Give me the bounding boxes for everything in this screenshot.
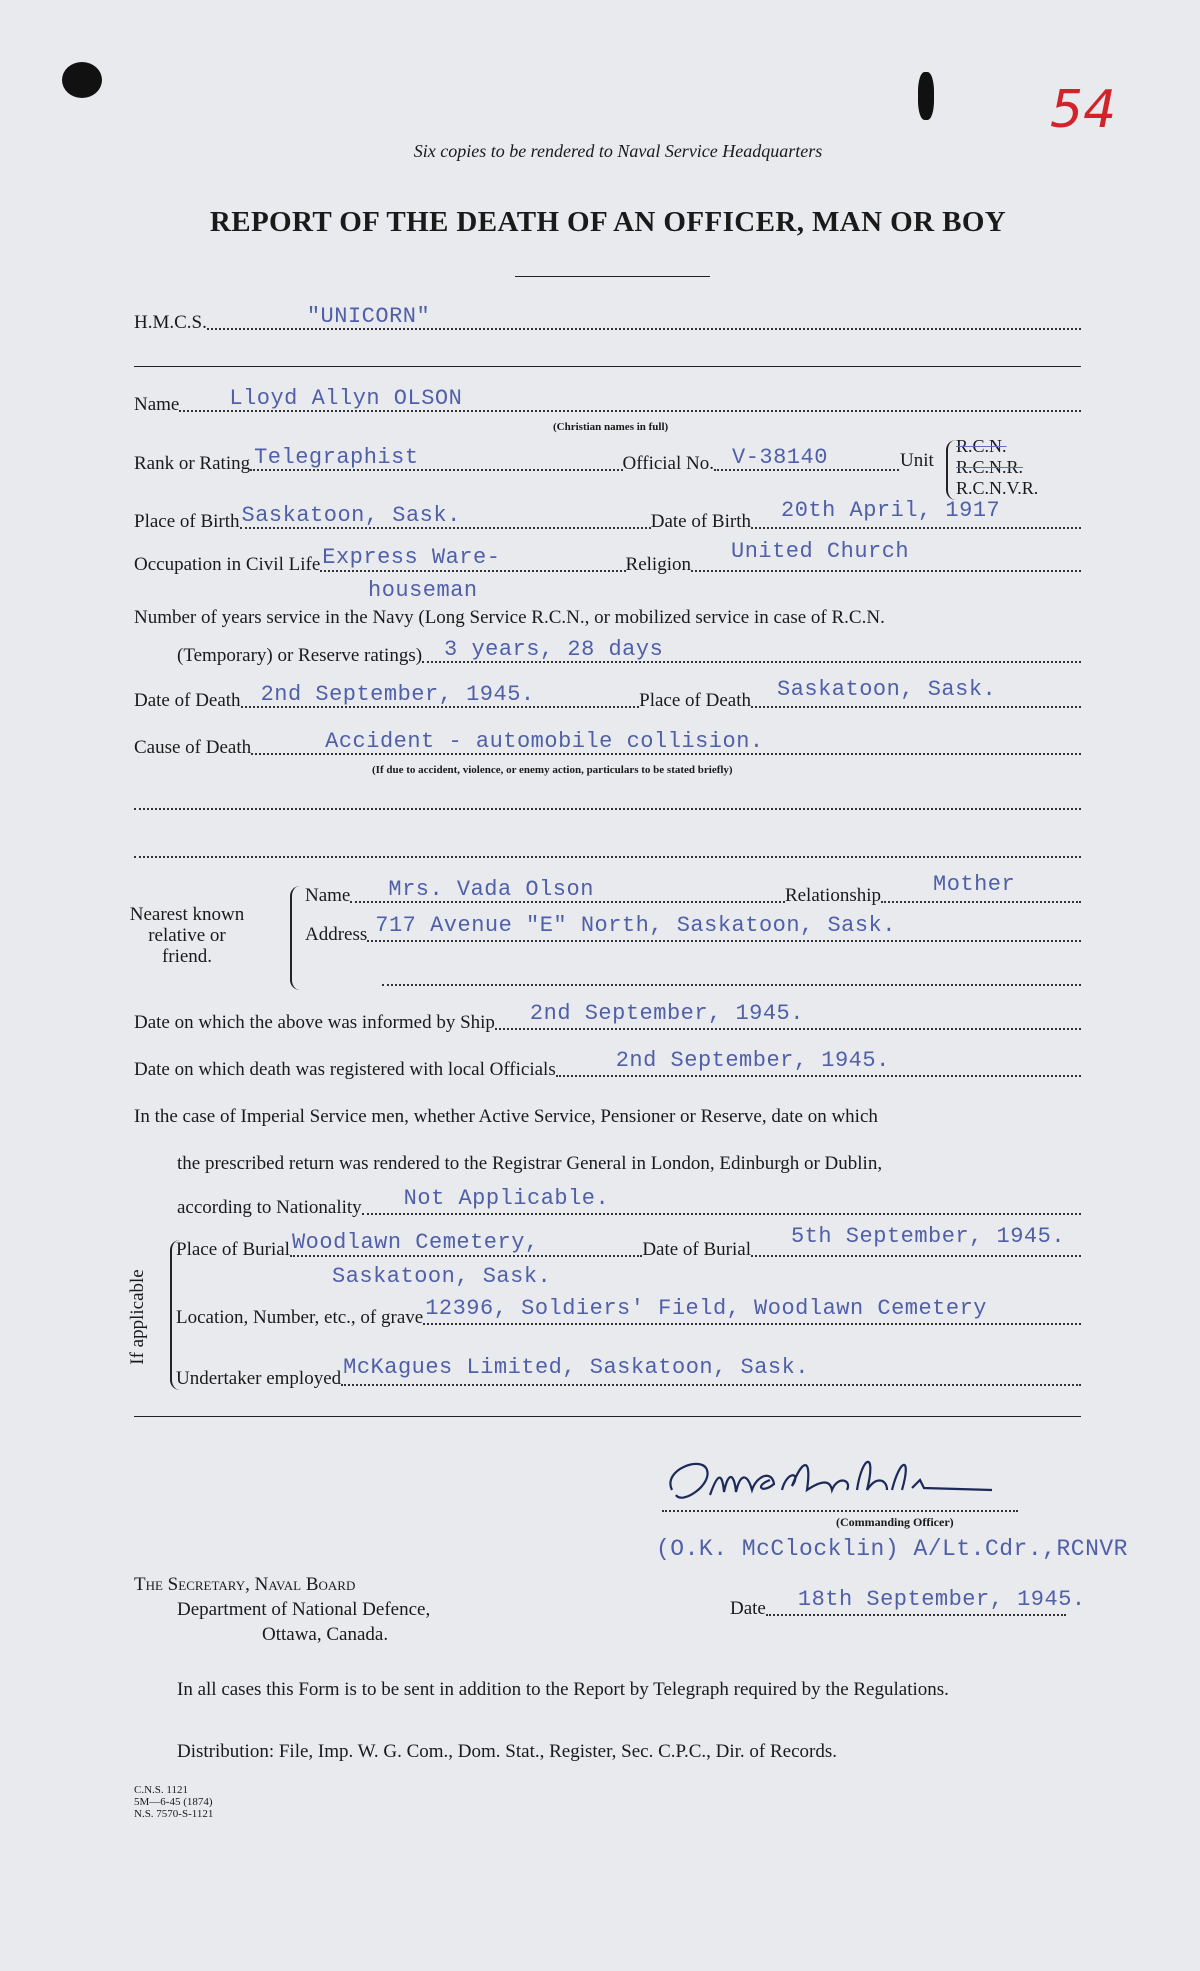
rank-value: Telegraphist	[254, 445, 419, 470]
grave-location-row	[176, 1296, 1081, 1329]
birth-date-value: 20th April, 1917	[781, 498, 1001, 523]
birth-row	[134, 498, 1081, 533]
name-value: Lloyd Allyn OLSON	[229, 386, 463, 411]
informed-value: 2nd September, 1945.	[529, 1001, 804, 1026]
official-no-value: V-38140	[732, 445, 828, 470]
form-code-3: N.S. 7570-S-1121	[134, 1808, 214, 1820]
name-label: Name	[134, 394, 180, 415]
registered-value: 2nd September, 1945.	[615, 1048, 890, 1073]
occupation-label: Occupation in Civil Life	[134, 554, 321, 575]
relative-address-row	[305, 913, 1081, 946]
form-code-2: 5M—6-45 (1874)	[134, 1796, 213, 1808]
divider	[134, 1416, 1081, 1417]
cause-note: (If due to accident, violence, or enemy action, particulars to be stated briefly)	[372, 764, 733, 776]
punch-hole-mark	[62, 62, 102, 98]
rank-label: Rank or Rating	[134, 453, 251, 474]
undertaker-label: Undertaker employed	[176, 1368, 342, 1389]
relationship-value: Mother	[933, 872, 1016, 897]
blank-line	[382, 984, 1081, 986]
footer-note: In all cases this Form is to be sent in addition to the Report by Telegraph required by the Regulations.	[177, 1679, 949, 1700]
ship-field	[134, 304, 1081, 334]
unit-label: Unit	[900, 450, 934, 471]
ship-value: "UNICORN"	[306, 304, 431, 329]
death-row	[134, 677, 1081, 712]
signature-date-label: Date	[730, 1598, 766, 1619]
divider	[134, 366, 1081, 367]
imperial-line2: the prescribed return was rendered to the Registrar General in London, Edinburgh or Dublin,	[177, 1153, 883, 1174]
undertaker-value: McKagues Limited, Saskatoon, Sask.	[343, 1355, 810, 1380]
relative-section-label-line3: friend.	[161, 946, 213, 967]
burial-place-value-line2: Saskatoon, Sask.	[332, 1264, 552, 1289]
unit-options	[956, 436, 1038, 499]
registered-row	[134, 1048, 1081, 1081]
official-no-label: Official No.	[622, 453, 714, 474]
imperial-line1: In the case of Imperial Service men, whether Active Service, Pensioner or Reserve, date on which	[134, 1106, 878, 1127]
death-place-value: Saskatoon, Sask.	[777, 677, 997, 702]
registered-label: Date on which death was registered with local Officials	[134, 1059, 556, 1080]
cause-row	[134, 729, 1081, 759]
unit-option-rcnvr: R.C.N.V.R.	[956, 478, 1039, 498]
signature-date-row	[730, 1587, 1120, 1620]
relative-address-value: 717 Avenue "E" North, Saskatoon, Sask.	[375, 913, 896, 938]
birth-place-label: Place of Birth	[134, 511, 240, 532]
death-place-label: Place of Death	[639, 690, 751, 711]
service-label-line2: (Temporary) or Reserve ratings)	[177, 645, 423, 666]
relative-name-label: Name	[305, 885, 351, 906]
unit-option-rcnr: R.C.N.R.	[956, 457, 1024, 477]
signature-line	[662, 1510, 1018, 1512]
signature-caption: (Commanding Officer)	[836, 1515, 954, 1529]
distribution-text: Distribution: File, Imp. W. G. Com., Dom. Stat., Register, Sec. C.P.C., Dir. of Records.	[177, 1741, 838, 1762]
burial-place-label: Place of Burial	[176, 1239, 290, 1260]
religion-label: Religion	[625, 554, 691, 575]
grave-location-value: 12396, Soldiers' Field, Woodlawn Cemetery	[425, 1296, 987, 1321]
service-row	[177, 637, 1081, 667]
blank-line	[134, 856, 1081, 858]
grave-location-label: Location, Number, etc., of grave	[176, 1307, 424, 1328]
form-codes	[134, 1784, 213, 1820]
ship-label: H.M.C.S.	[134, 312, 207, 333]
divider	[515, 276, 710, 277]
religion-value: United Church	[731, 539, 910, 564]
occupation-value-line1: Express Ware-	[322, 545, 501, 570]
burial-date-label: Date of Burial	[642, 1239, 751, 1260]
cause-label: Cause of Death	[134, 737, 252, 758]
punch-hole-mark	[918, 72, 934, 120]
undertaker-row	[176, 1355, 1081, 1390]
death-date-value: 2nd September, 1945.	[260, 682, 535, 707]
unit-option-rcn: R.C.N.	[956, 436, 1007, 456]
instruction-text: Six copies to be rendered to Naval Service Headquarters	[413, 141, 823, 161]
relative-section-label	[126, 904, 248, 967]
rank-row	[134, 445, 899, 475]
page-title: REPORT OF THE DEATH OF AN OFFICER, MAN OR BOY	[209, 206, 1007, 238]
imperial-line3: according to Nationality	[177, 1197, 362, 1218]
relationship-label: Relationship	[784, 885, 881, 906]
name-note: (Christian names in full)	[553, 421, 669, 433]
cause-value: Accident - automobile collision.	[325, 729, 764, 754]
secretary-line3: Ottawa, Canada.	[262, 1624, 389, 1645]
nationality-value: Not Applicable.	[403, 1186, 610, 1211]
blank-line	[134, 808, 1081, 810]
relative-address-label: Address	[305, 924, 368, 945]
burial-side-label: If applicable	[127, 1269, 148, 1365]
form-code-1: C.N.S. 1121	[134, 1784, 188, 1796]
informed-row	[134, 1001, 1081, 1034]
unit-brace	[946, 440, 956, 500]
relative-name-value: Mrs. Vada Olson	[388, 877, 594, 902]
relative-section-label-line1: Nearest known	[129, 904, 245, 925]
death-date-label: Date of Death	[134, 690, 241, 711]
relative-section-label-line2: relative or	[148, 925, 226, 946]
secretary-line2: Department of National Defence,	[177, 1599, 431, 1620]
burial-place-value-line1: Woodlawn Cemetery,	[291, 1230, 539, 1255]
officer-typed-name: (O.K. McClocklin) A/Lt.Cdr.,RCNVR	[656, 1536, 1128, 1562]
burial-date-value: 5th September, 1945.	[791, 1224, 1066, 1249]
service-label-line1: Number of years service in the Navy (Long Service R.C.N., or mobilized service in case of R.C.N.	[134, 607, 885, 628]
birth-date-label: Date of Birth	[650, 511, 751, 532]
relative-brace	[290, 886, 302, 990]
birth-place-value: Saskatoon, Sask.	[241, 503, 461, 528]
page-number-mark: 54	[1050, 80, 1117, 140]
burial-place-row	[176, 1224, 1081, 1261]
occupation-value-line2: houseman	[368, 578, 478, 603]
name-field	[134, 386, 1081, 416]
service-value: 3 years, 28 days	[444, 637, 664, 662]
signature-date-value: 18th September, 1945.	[797, 1587, 1086, 1612]
occupation-row	[134, 539, 1081, 576]
commanding-officer-signature	[662, 1450, 1032, 1512]
informed-label: Date on which the above was informed by Ship	[134, 1012, 495, 1033]
relative-name-row	[305, 872, 1081, 907]
secretary-line1: The Secretary, Naval Board	[134, 1574, 356, 1595]
nationality-row	[177, 1186, 1081, 1219]
